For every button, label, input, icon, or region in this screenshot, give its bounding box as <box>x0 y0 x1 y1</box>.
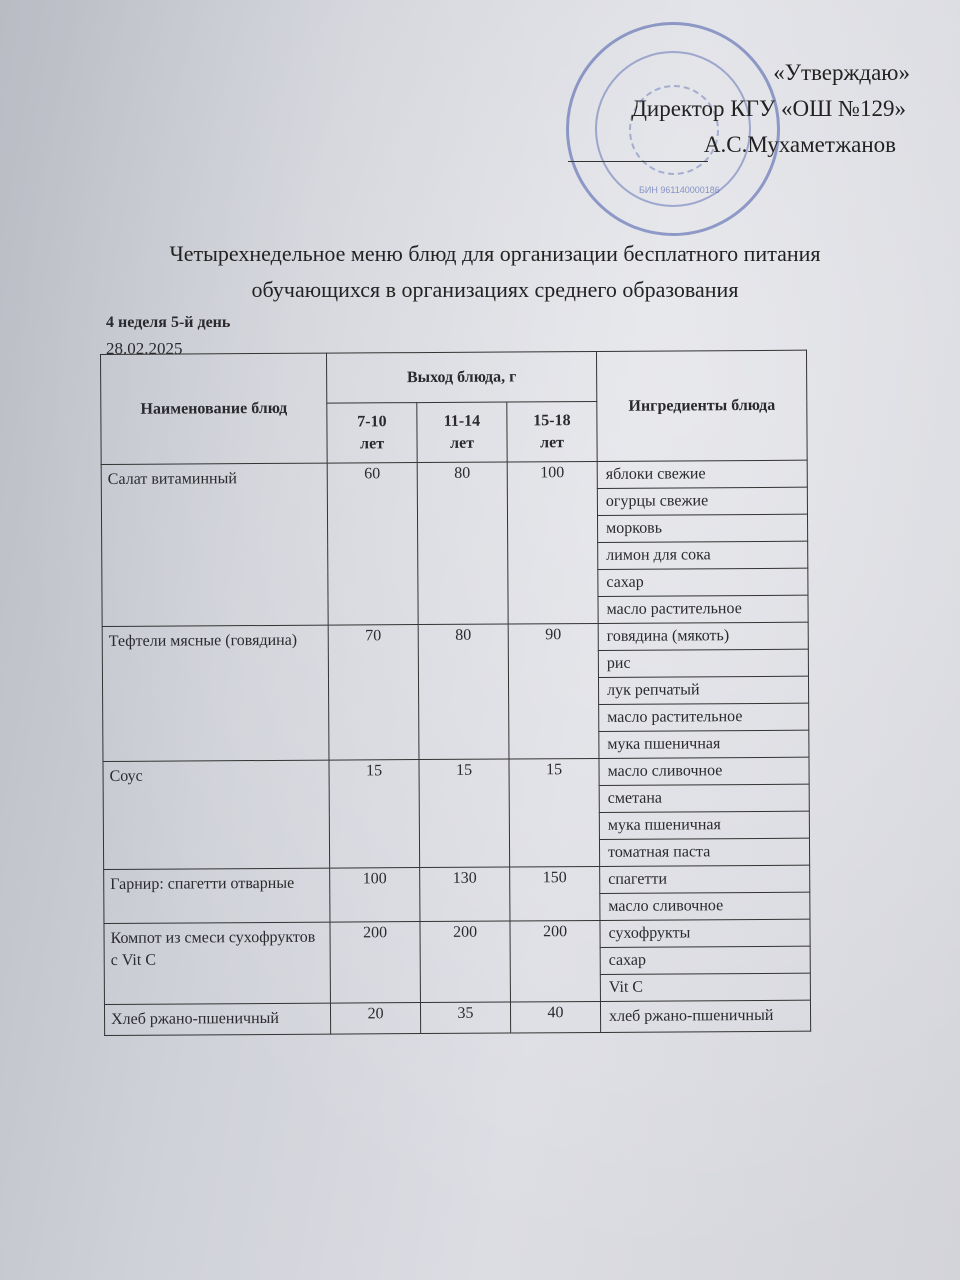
title-line-2: обучающихся в организациях среднего образования <box>251 277 739 302</box>
table-row <box>101 460 807 491</box>
ingredient: мука пшеничная <box>599 811 809 839</box>
dish-yield-value: 70 <box>328 625 419 761</box>
week-day-label: 4 неделя 5-й день <box>106 314 231 331</box>
table-row <box>103 757 809 788</box>
menu-date: 28.02.2025 <box>106 339 183 358</box>
header-yield: Выход блюда, г <box>326 351 596 403</box>
ingredient: масло сливочное <box>599 757 809 785</box>
dish-yield-value: 200 <box>420 921 510 1003</box>
dish-yield-value: 200 <box>510 920 600 1002</box>
ingredient: масло растительное <box>599 703 809 731</box>
ingredient: сахар <box>598 568 808 596</box>
header-age-11-14: 11-14 лет <box>417 402 507 463</box>
dish-yield-value: 40 <box>510 1001 600 1033</box>
dish-yield-value: 80 <box>417 462 508 625</box>
table-row <box>102 622 808 653</box>
menu-table-body <box>101 460 810 1035</box>
ingredient: масло сливочное <box>600 892 810 920</box>
dish-yield-value: 20 <box>330 1003 420 1035</box>
ingredient: лук репчатый <box>598 676 808 704</box>
ingredient: сахар <box>600 946 810 974</box>
ingredient: мука пшеничная <box>599 730 809 758</box>
dish-yield-value: 15 <box>509 758 600 867</box>
dish-yield-value: 150 <box>510 866 600 921</box>
dish-yield-value: 35 <box>420 1002 510 1034</box>
table-row <box>104 865 810 896</box>
ingredient: масло растительное <box>598 595 808 623</box>
dish-name: Соус <box>103 760 330 869</box>
dish-yield-value: 15 <box>419 759 510 868</box>
approval-heading: «Утверждаю» <box>773 60 910 85</box>
signature-line <box>568 161 708 162</box>
dish-name: Тефтели мясные (говядина) <box>102 625 329 761</box>
ingredient: сухофрукты <box>600 919 810 947</box>
header-age-15-18: 15-18 лет <box>507 401 597 462</box>
ingredient: говядина (мякоть) <box>598 622 808 650</box>
dish-name: Гарнир: спагетти отварные <box>104 868 330 923</box>
ingredient: спагетти <box>600 865 810 893</box>
ingredient: лимон для сока <box>598 541 808 569</box>
dish-name: Салат витаминный <box>101 463 328 626</box>
ingredient: морковь <box>597 514 807 542</box>
header-dish-name: Наименование блюд <box>101 353 328 464</box>
dish-name: Компот из смеси сухофруктов с Vit C <box>104 922 330 1004</box>
ingredient: рис <box>598 649 808 677</box>
dish-name: Хлеб ржано-пшеничный <box>104 1003 330 1035</box>
dish-yield-value: 15 <box>329 760 420 869</box>
table-row <box>104 919 810 950</box>
table-row <box>104 1000 810 1035</box>
menu-table <box>100 350 811 1036</box>
title-line-1: Четырехнедельное меню блюд для организации бесплатного питания <box>169 241 821 266</box>
ingredient: яблоки свежие <box>597 460 807 488</box>
header-ingredients: Ингредиенты блюда <box>596 350 807 461</box>
dish-yield-value: 130 <box>420 867 510 922</box>
approval-position: Директор КГУ «ОШ №129» <box>631 96 906 121</box>
approval-block <box>631 55 910 163</box>
ingredient: хлеб ржано-пшеничный <box>600 1000 810 1032</box>
header-age-7-10: 7-10 лет <box>327 403 417 464</box>
ingredient: сметана <box>599 784 809 812</box>
dish-yield-value: 80 <box>418 624 509 760</box>
dish-yield-value: 60 <box>327 463 418 626</box>
document-title <box>90 236 900 308</box>
dish-yield-value: 90 <box>508 623 599 759</box>
dish-yield-value: 100 <box>330 868 420 923</box>
approval-signatory: А.С.Мухаметжанов <box>703 132 896 157</box>
dish-yield-value: 100 <box>507 461 598 624</box>
stamp-bin: БИН 961140000186 <box>639 185 720 195</box>
ingredient: томатная паста <box>599 838 809 866</box>
dish-yield-value: 200 <box>330 922 420 1004</box>
ingredient: Vit C <box>600 973 810 1001</box>
ingredient: огурцы свежие <box>597 487 807 515</box>
